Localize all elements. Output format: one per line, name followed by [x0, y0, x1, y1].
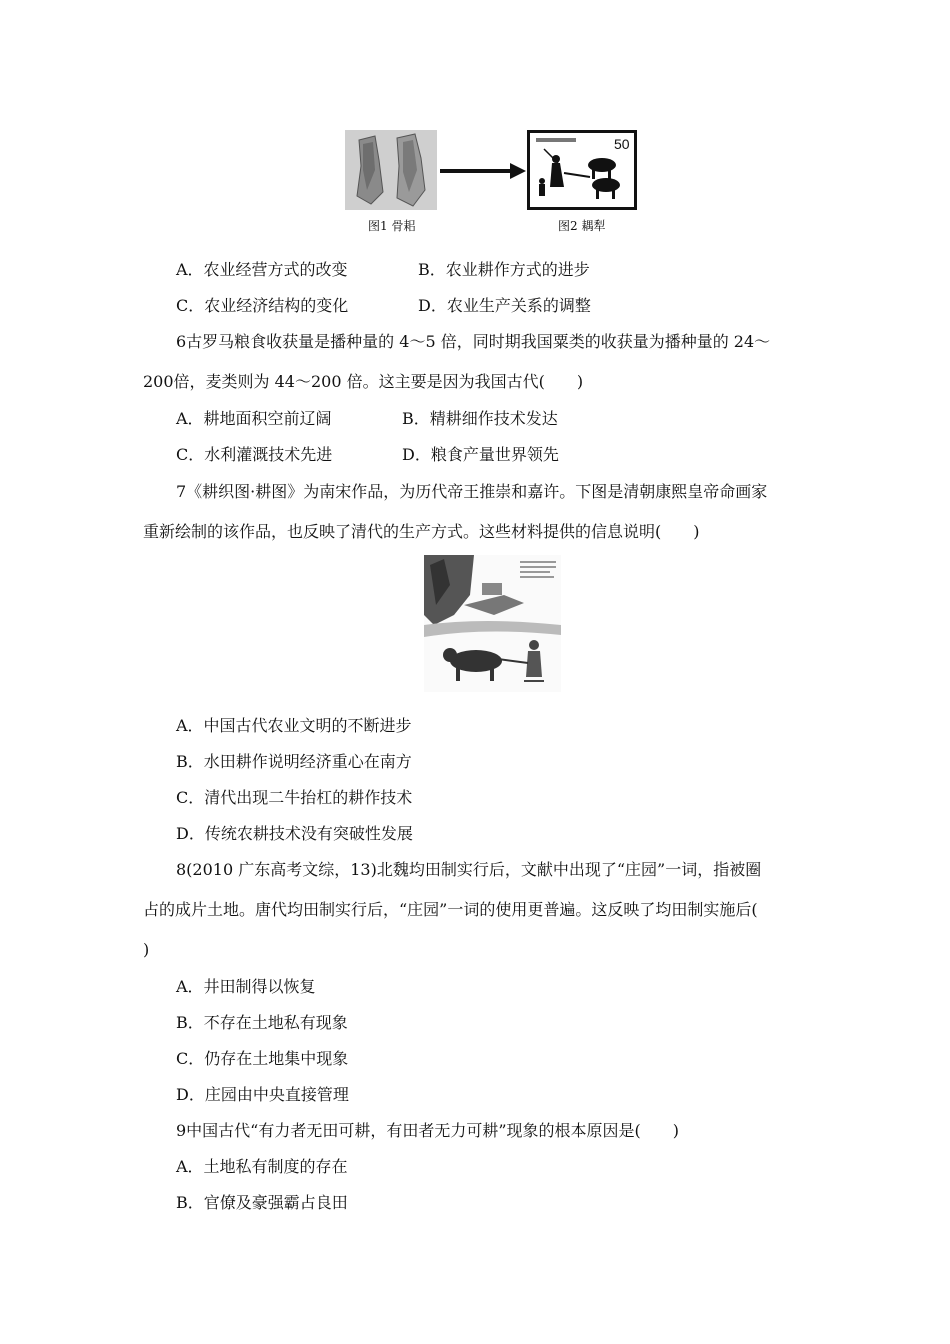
q5-option-c: C．农业经济结构的变化	[176, 296, 349, 315]
ox-plough-stamp	[527, 130, 637, 210]
ploughing-painting	[424, 555, 561, 692]
q8-option-b: B．不存在土地私有现象	[176, 1013, 348, 1032]
q9-stem-line1: 9中国古代“有力者无田可耕，有田者无力可耕”现象的根本原因是( )	[176, 1121, 680, 1140]
q5-option-a: A．农业经营方式的改变	[176, 260, 348, 279]
bone-spade-image	[345, 130, 437, 210]
q7-option-d: D．传统农耕技术没有突破性发展	[176, 824, 413, 843]
bone-spade-photo	[345, 130, 437, 210]
q8-stem-line1: 8(2010 广东高考文综，13)北魏均田制实行后，文献中出现了“庄园”一词，指被圈	[176, 860, 762, 879]
stamp-value: 50	[614, 136, 630, 152]
q6-option-d: D．粮食产量世界领先	[402, 445, 559, 464]
q8-option-d: D．庄园由中央直接管理	[176, 1085, 349, 1104]
q6-option-b: B．精耕细作技术发达	[402, 409, 558, 428]
q7-option-a: A．中国古代农业文明的不断进步	[176, 716, 412, 735]
q6-stem-line1: 6古罗马粮食收获量是播种量的 4～5 倍，同时期我国粟类的收获量为播种量的 24～	[176, 332, 771, 351]
q6-stem-line2: 200倍，麦类则为 44～200 倍。这主要是因为我国古代( )	[143, 372, 584, 391]
q7-stem-line2: 重新绘制的该作品，也反映了清代的生产方式。这些材料提供的信息说明( )	[143, 522, 700, 541]
q8-stem-line3: )	[143, 940, 150, 959]
q6-option-a: A．耕地面积空前辽阔	[176, 409, 332, 428]
figure-row	[340, 127, 640, 237]
q8-option-a: A．井田制得以恢复	[176, 977, 316, 996]
q8-stem-line2: 占的成片土地。唐代均田制实行后，“庄园”一词的使用更普遍。这反映了均田制实施后(	[143, 900, 758, 919]
q6-option-c: C．水利灌溉技术先进	[176, 445, 333, 464]
q9-option-b: B．官僚及豪强霸占良田	[176, 1193, 348, 1212]
q7-option-b: B．水田耕作说明经济重心在南方	[176, 752, 412, 771]
q5-option-d: D．农业生产关系的调整	[418, 296, 591, 315]
q8-option-c: C．仍存在土地集中现象	[176, 1049, 349, 1068]
figure1-caption: 图1 骨耜	[368, 219, 416, 233]
arrow-icon	[440, 163, 526, 179]
q9-option-a: A．土地私有制度的存在	[176, 1157, 348, 1176]
figure2-caption: 图2 耦犁	[558, 219, 606, 233]
q5-option-b: B．农业耕作方式的进步	[418, 260, 590, 279]
ox-plough-image	[530, 133, 634, 207]
q7-option-c: C．清代出现二牛抬杠的耕作技术	[176, 788, 413, 807]
ploughing-painting-image	[424, 555, 561, 692]
q7-stem-line1: 7《耕织图·耕图》为南宋作品，为历代帝王推崇和嘉许。下图是清朝康熙皇帝命画家	[176, 482, 768, 501]
